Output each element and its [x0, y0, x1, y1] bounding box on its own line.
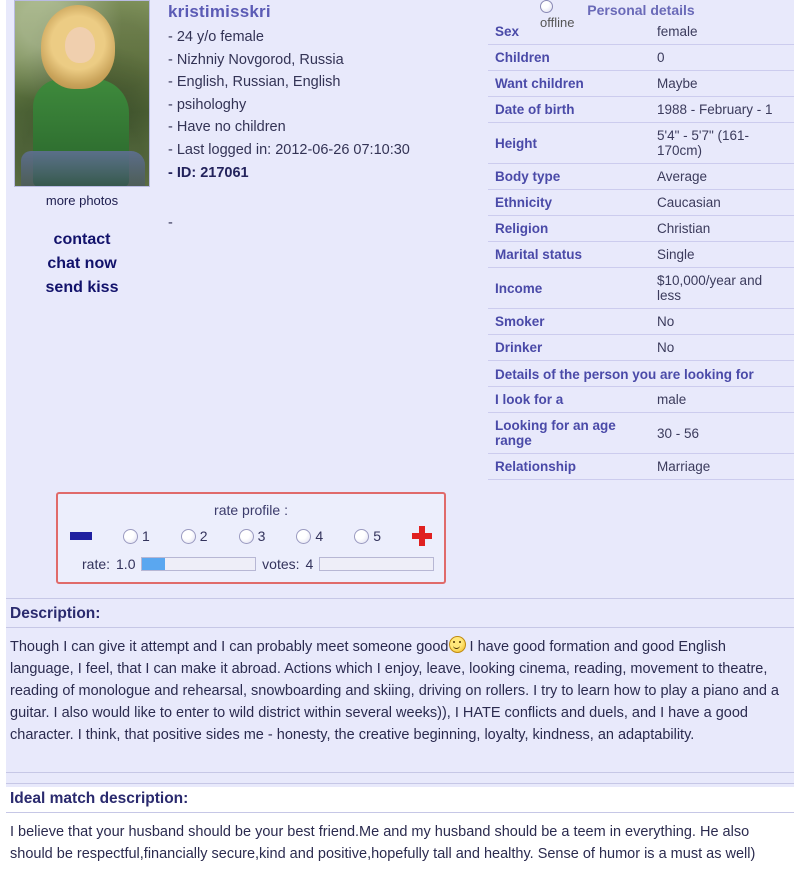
rate-meters [68, 556, 434, 572]
votes-bar [319, 557, 434, 571]
detail-key: Sex [488, 19, 650, 45]
detail-value: Average [650, 164, 794, 190]
rate-option-label: 5 [373, 528, 381, 544]
radio-icon[interactable] [123, 529, 138, 544]
description-heading: Description: [6, 599, 794, 628]
detail-key: Children [488, 45, 650, 71]
rate-option-label: 1 [142, 528, 150, 544]
table-row [488, 454, 794, 480]
minus-icon[interactable] [70, 532, 92, 540]
profile-username: kristimisskri [168, 2, 271, 21]
description-section [6, 598, 794, 756]
detail-value: 5'4" - 5'7" (161-170cm) [650, 123, 794, 164]
table-row [488, 387, 794, 413]
list-item: - psihologhy [168, 94, 488, 117]
profile-top-section [6, 0, 794, 480]
detail-key: Income [488, 268, 650, 309]
detail-key: Looking for an age range [488, 413, 650, 454]
table-row [488, 123, 794, 164]
rate-profile-box [56, 492, 446, 584]
looking-for-title: Details of the person you are looking for [488, 361, 794, 387]
ideal-match-text: I believe that your husband should be your best friend.Me and my husband should be a teem in everything. He also should be respectful,financially secure,kind and positive,hopefully tall and healthy. Sense of humor is a must as well) [10, 824, 756, 863]
contact-link[interactable]: contact [53, 231, 111, 248]
table-row [488, 71, 794, 97]
list-item: - Nizhniy Novgorod, Russia [168, 49, 488, 72]
table-row [488, 164, 794, 190]
detail-key: I look for a [488, 387, 650, 413]
rate-profile-title: rate profile : [214, 502, 288, 518]
detail-key: Want children [488, 71, 650, 97]
detail-value: 1988 - February - 1 [650, 97, 794, 123]
online-status-label: offline [540, 15, 575, 30]
rate-option-4[interactable] [296, 528, 323, 544]
rate-value: 1.0 [116, 556, 136, 572]
table-row [488, 190, 794, 216]
detail-key: Marital status [488, 242, 650, 268]
table-row [488, 309, 794, 335]
more-photos-link[interactable]: more photos [45, 193, 119, 208]
rate-option-3[interactable] [239, 528, 266, 544]
detail-value: Christian [650, 216, 794, 242]
table-row [488, 45, 794, 71]
rate-options-row [68, 526, 434, 546]
rate-option-1[interactable] [123, 528, 150, 544]
rate-option-label: 3 [257, 528, 266, 544]
votes-label: votes: [262, 556, 300, 572]
profile-id: - ID: 217061 [168, 162, 488, 185]
detail-value: 30 - 56 [650, 413, 794, 454]
rate-label: rate: [82, 556, 111, 572]
send-kiss-link[interactable]: send kiss [45, 279, 119, 296]
detail-value: female [650, 19, 794, 45]
detail-key: Relationship [488, 454, 650, 480]
rate-option-2[interactable] [181, 528, 208, 544]
detail-value: $10,000/year and less [650, 268, 794, 309]
detail-value: No [650, 309, 794, 335]
detail-value: No [650, 335, 794, 361]
detail-value: 0 [650, 45, 794, 71]
rate-option-label: 4 [315, 528, 324, 544]
personal-details-title: Personal details [587, 2, 695, 18]
list-item: - Last logged in: 2012-06-26 07:10:30 [168, 139, 488, 162]
divider [6, 772, 794, 773]
personal-details-panel [488, 0, 794, 480]
table-row [488, 216, 794, 242]
detail-key: Drinker [488, 335, 650, 361]
list-item: - Have no children [168, 116, 488, 139]
votes-value: 4 [305, 556, 314, 572]
photo-face [65, 27, 95, 63]
table-row [488, 97, 794, 123]
detail-key: Height [488, 123, 650, 164]
smiley-icon [449, 636, 466, 653]
photo-jeans [21, 151, 145, 187]
radio-icon[interactable] [239, 529, 254, 544]
radio-icon[interactable] [354, 529, 369, 544]
looking-for-section-header [488, 361, 794, 387]
chat-now-link[interactable]: chat now [47, 255, 117, 272]
detail-value: Maybe [650, 71, 794, 97]
detail-value: Marriage [650, 454, 794, 480]
table-row [488, 335, 794, 361]
detail-key: Date of birth [488, 97, 650, 123]
rate-option-label: 2 [199, 528, 208, 544]
profile-photo[interactable] [14, 0, 150, 187]
description-text-part2: I have good formation and good English language, I feel, that I can make it abroad. Actions which I enjoy, leave, looking cinema, reading, movement to theatre, reading of monologue and rehearsal, snowboarding and skiing, driving on rollers. I try to learn how to play a piano and a guitar. I also would like to enter to wild district within several weeks)), I HATE conflicts and duels, and I have a good character. I think, that positive sides me - honesty, the creative beginning, loyalty, kindness, an adaptability. [10, 639, 779, 744]
detail-value: Caucasian [650, 190, 794, 216]
table-row [488, 19, 794, 45]
personal-details-table [488, 19, 794, 480]
plus-icon[interactable] [412, 526, 432, 546]
list-item: - English, Russian, English [168, 71, 488, 94]
profile-extra-dash: - [168, 215, 173, 232]
rate-bar-fill [142, 558, 165, 570]
detail-key: Religion [488, 216, 650, 242]
rate-bar [141, 557, 256, 571]
radio-icon[interactable] [181, 529, 196, 544]
table-row [488, 413, 794, 454]
online-status [540, 0, 574, 30]
photo-column [6, 0, 158, 300]
rate-section [6, 480, 794, 584]
table-row [488, 268, 794, 309]
rate-option-5[interactable] [354, 528, 381, 544]
detail-key: Body type [488, 164, 650, 190]
description-text-part1: Though I can give it attempt and I can probably meet someone good [10, 639, 449, 655]
radio-icon [540, 0, 553, 13]
detail-value: Single [650, 242, 794, 268]
table-row [488, 242, 794, 268]
detail-key: Ethnicity [488, 190, 650, 216]
description-text [6, 628, 794, 756]
list-item: - 24 y/o female [168, 26, 488, 49]
radio-icon[interactable] [296, 529, 311, 544]
detail-value: male [650, 387, 794, 413]
profile-actions [6, 228, 158, 300]
profile-facts-list [168, 26, 488, 184]
detail-key: Smoker [488, 309, 650, 335]
ideal-match-heading: Ideal match description: [6, 784, 794, 813]
